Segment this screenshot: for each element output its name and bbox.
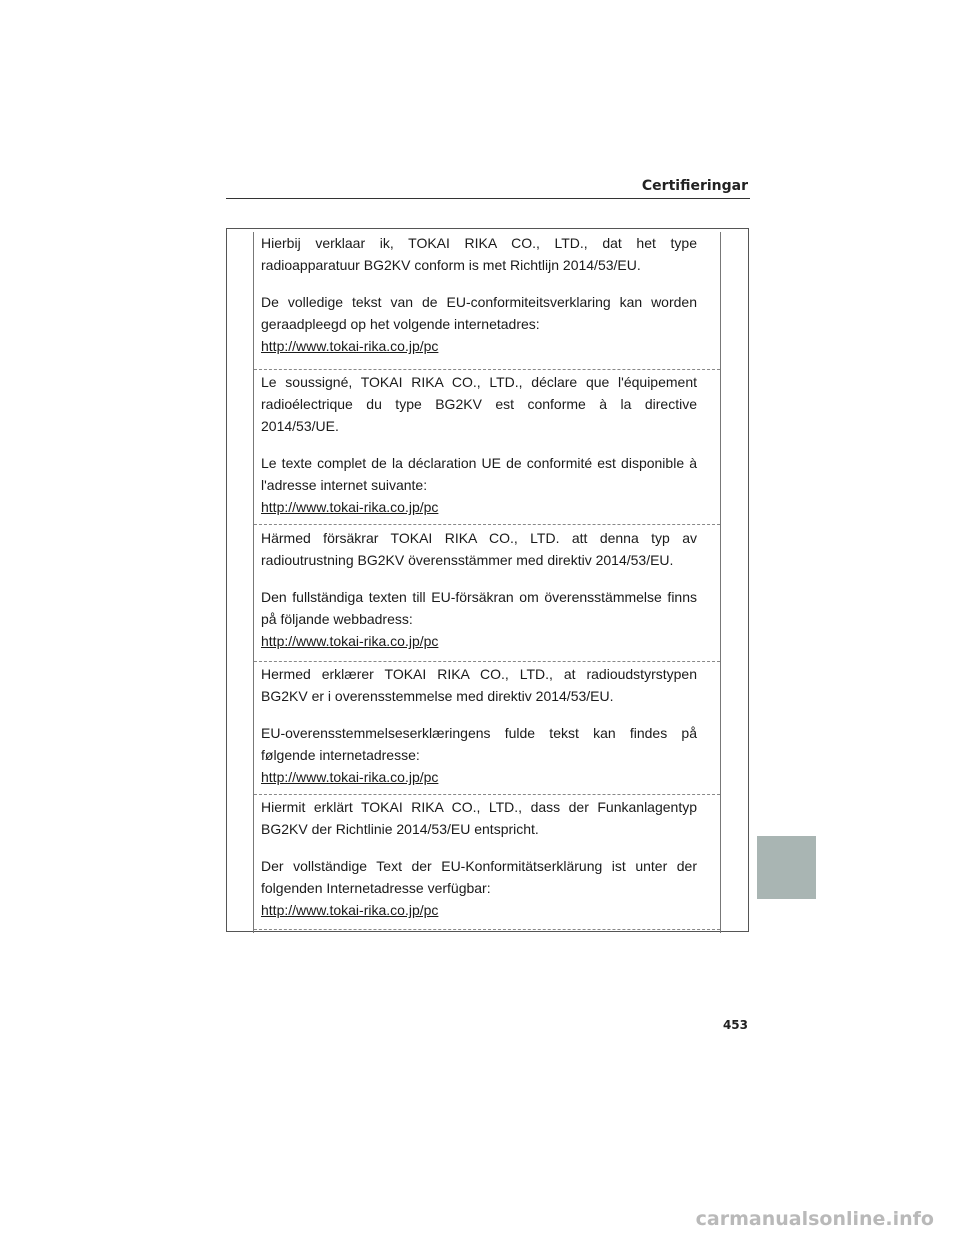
chapter-side-tab bbox=[757, 836, 816, 899]
declaration-section-sv bbox=[261, 527, 697, 652]
declaration-text: Hermed erklærer TOKAI RIKA CO., LTD., at radioudstyrstypen BG2KV er i overensstemmelse med direktiv 2014/53/EU. bbox=[261, 666, 697, 704]
section-divider bbox=[254, 929, 720, 930]
declaration-link[interactable]: http://www.tokai-rika.co.jp/pc bbox=[261, 902, 439, 918]
declaration-link[interactable]: http://www.tokai-rika.co.jp/pc bbox=[261, 338, 439, 354]
declaration-text: Hiermit erklärt TOKAI RIKA CO., LTD., dass der Funkanlagentyp BG2KV der Richtlinie 2014/53/EU entspricht. bbox=[261, 799, 697, 837]
section-divider bbox=[254, 369, 720, 370]
full-text-note: Der vollständige Text der EU-Konformitätserklärung ist unter der folgenden Internetadresse verfügbar: bbox=[261, 858, 697, 896]
declaration-link[interactable]: http://www.tokai-rika.co.jp/pc bbox=[261, 499, 439, 515]
full-text-note: De volledige tekst van de EU-conformiteitsverklaring kan worden geraadpleegd op het volgende internetadres: bbox=[261, 294, 697, 332]
page-number: 453 bbox=[722, 1018, 748, 1032]
declaration-text: Le soussigné, TOKAI RIKA CO., LTD., déclare que l'équipement radioélectrique du type BG2KV est conforme à la directive 2014/53/UE. bbox=[261, 374, 697, 434]
watermark: carmanualsonline.info bbox=[695, 1208, 934, 1230]
section-divider bbox=[254, 524, 720, 525]
full-text-note: EU-overensstemmelseserklæringens fulde tekst kan findes på følgende internetadresse: bbox=[261, 725, 697, 763]
section-divider bbox=[254, 794, 720, 795]
header-rule bbox=[226, 198, 750, 199]
section-divider bbox=[254, 661, 720, 662]
declaration-section-da bbox=[261, 663, 697, 788]
declaration-link[interactable]: http://www.tokai-rika.co.jp/pc bbox=[261, 633, 439, 649]
declaration-link[interactable]: http://www.tokai-rika.co.jp/pc bbox=[261, 769, 439, 785]
declaration-section-fr bbox=[261, 371, 697, 518]
declaration-section-nl bbox=[261, 232, 697, 357]
full-text-note: Den fullständiga texten till EU-försäkran om överensstämmelse finns på följande webbadress: bbox=[261, 589, 697, 627]
declaration-text: Hierbij verklaar ik, TOKAI RIKA CO., LTD., dat het type radioapparatuur BG2KV conform is met Richtlijn 2014/53/EU. bbox=[261, 235, 697, 273]
full-text-note: Le texte complet de la déclaration UE de conformité est disponible à l'adresse internet suivante: bbox=[261, 455, 697, 493]
declaration-text: Härmed försäkrar TOKAI RIKA CO., LTD. att denna typ av radioutrustning BG2KV överensstämmer med direktiv 2014/53/EU. bbox=[261, 530, 697, 568]
page-header-title: Certifieringar bbox=[641, 178, 748, 194]
declaration-section-de bbox=[261, 796, 697, 921]
